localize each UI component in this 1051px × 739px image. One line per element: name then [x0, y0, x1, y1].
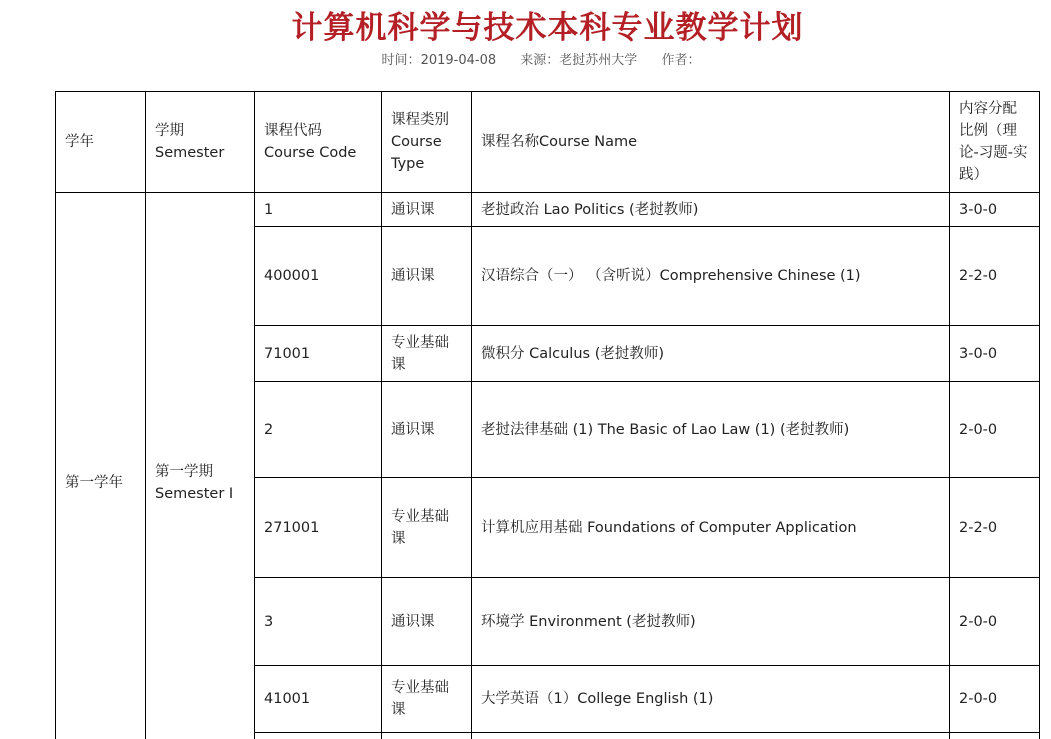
content-ratio-cell	[950, 733, 1040, 739]
time-label: 时间：	[381, 53, 421, 68]
content-ratio-cell: 3-0-0	[950, 193, 1040, 227]
year-cell: 第一学年	[56, 193, 146, 739]
course-type-cell: 通识课	[382, 578, 472, 666]
course-type-cell: 专业基础课	[382, 666, 472, 733]
course-type-cell: 通识课	[382, 227, 472, 326]
source-label: 来源：	[520, 53, 560, 68]
course-name-cell: 微积分 Calculus (老挝教师)	[472, 326, 950, 382]
course-name-cell: 大学英语（1）College English (1)	[472, 666, 950, 733]
course-code-cell: 41001	[255, 666, 382, 733]
header-course-name: 课程名称Course Name	[472, 92, 950, 193]
course-name-cell: 计算机应用基础 Foundations of Computer Application	[472, 478, 950, 578]
course-code-cell: 1	[255, 193, 382, 227]
source	[520, 53, 637, 68]
course-code-cell	[255, 733, 382, 739]
header-year: 学年	[56, 92, 146, 193]
course-type-cell: 专业基础课	[382, 478, 472, 578]
curriculum-table	[55, 91, 1040, 739]
table-row	[56, 193, 1040, 227]
course-name-cell: 环境学 Environment (老挝教师)	[472, 578, 950, 666]
content-ratio-cell: 3-0-0	[950, 326, 1040, 382]
source-value: 老挝苏州大学	[559, 53, 638, 68]
content-ratio-cell: 2-2-0	[950, 227, 1040, 326]
content-ratio-cell: 2-0-0	[950, 666, 1040, 733]
content-ratio-cell: 2-2-0	[950, 478, 1040, 578]
content-ratio-cell: 2-0-0	[950, 578, 1040, 666]
course-type-cell: 通识课	[382, 193, 472, 227]
header-course-code: 课程代码 Course Code	[255, 92, 382, 193]
table-header-row	[56, 92, 1040, 193]
course-code-cell: 400001	[255, 227, 382, 326]
course-name-cell: 老挝政治 Lao Politics (老挝教师)	[472, 193, 950, 227]
course-name-cell: 老挝法律基础 (1) The Basic of Lao Law (1) (老挝教师)	[472, 382, 950, 478]
page-title: 计算机科学与技术本科专业教学计划	[291, 10, 804, 46]
content-ratio-cell: 2-0-0	[950, 382, 1040, 478]
publish-time	[382, 53, 497, 68]
course-code-cell: 3	[255, 578, 382, 666]
course-name-cell	[472, 733, 950, 739]
course-code-cell: 71001	[255, 326, 382, 382]
semester-cell: 第一学期 Semester I	[146, 193, 255, 739]
time-value: 2019-04-08	[420, 53, 497, 68]
course-code-cell: 271001	[255, 478, 382, 578]
author-label: 作者：	[661, 53, 701, 68]
course-type-cell: 专业基础课	[382, 326, 472, 382]
header-content-ratio: 内容分配比例（理论-习题-实践）	[950, 92, 1040, 193]
header-course-type: 课程类别 Course Type	[382, 92, 472, 193]
header-semester: 学期 Semester	[146, 92, 255, 193]
article-meta	[0, 52, 1051, 70]
course-code-cell: 2	[255, 382, 382, 478]
course-name-cell: 汉语综合（一） （含听说）Comprehensive Chinese (1)	[472, 227, 950, 326]
course-type-cell	[382, 733, 472, 739]
course-type-cell: 通识课	[382, 382, 472, 478]
